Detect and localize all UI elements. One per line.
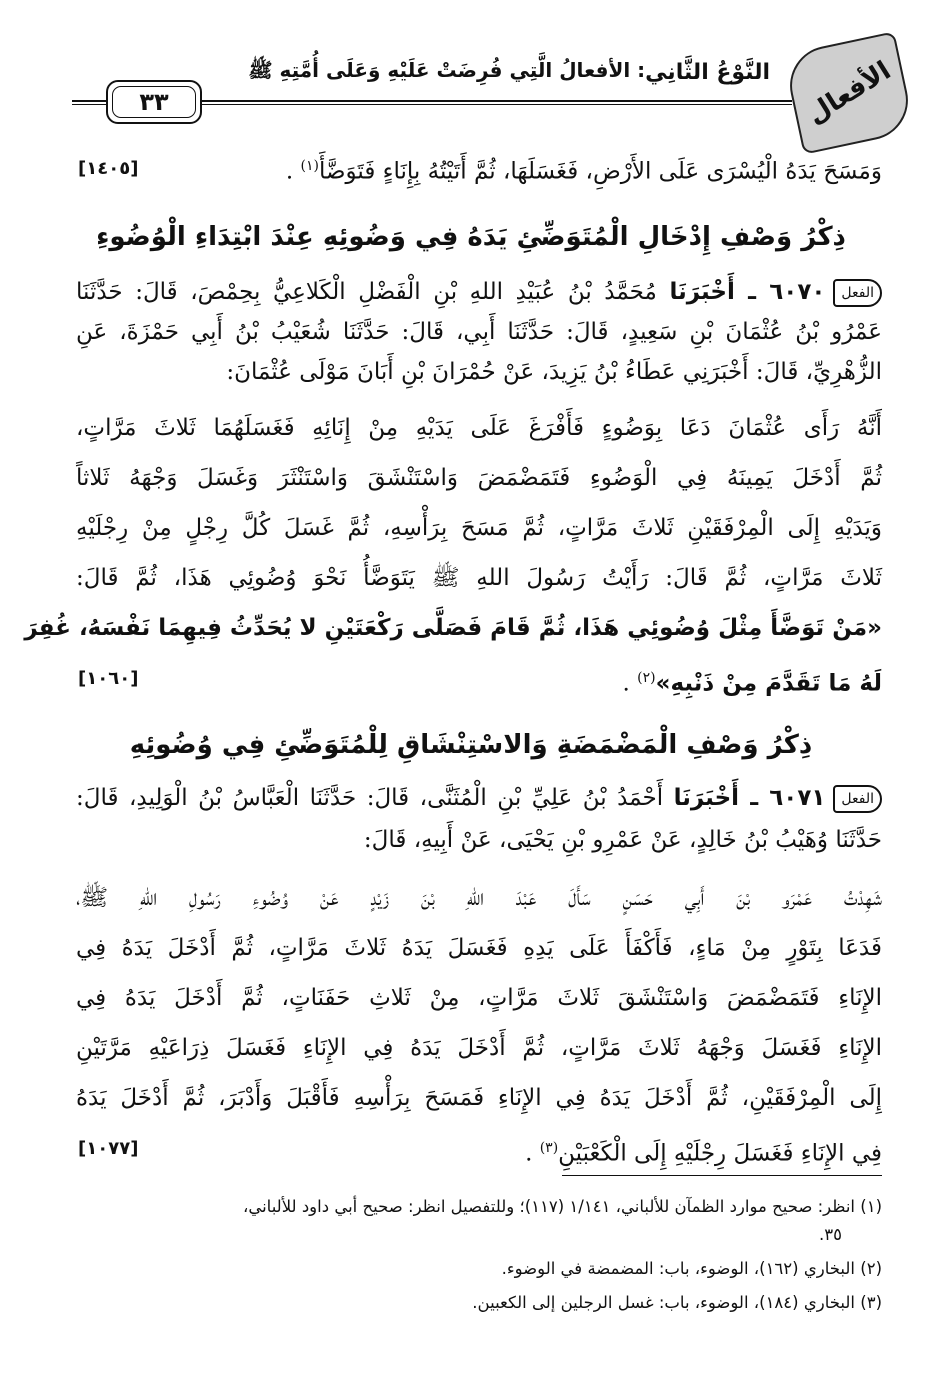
isnad-line: حَدَّثَنَا وُهَيْبُ بْنُ خَالِدٍ، عَنْ عَمْرِو بْنِ يَحْيَى، عَنْ أَبِيهِ، قَالَ: [363,827,882,853]
matn-line: الإِنَاءِ فَغَسَلَ وَجْهَهُ ثَلاثَ مَرَّاتٍ، ثُمَّ أَدْخَلَ يَدَهُ فِي الإِنَاءِ فَغَسَلَ ذِرَاعَيْهِ مَرَّتَيْنِ [76,1035,882,1061]
hadith-reference: [١٤٠٥] [78,158,139,179]
fil-tag: الفعل [833,785,882,813]
hadith-reference: [١٠٦٠] [78,668,139,689]
matn-line: فَدَعَا بِتَوْرٍ مِنْ مَاءٍ، فَأَكْفَأَ عَلَى يَدِهِ فَغَسَلَ يَدَهُ ثَلاثَ مَرَّاتٍ، ثُمَّ أَدْخَلَ يَدَهُ فِي [76,935,882,961]
matn-line: أَنَّهُ رَأَى عُثْمَانَ دَعَا بِوَضُوءٍ فَأَفْرَغَ عَلَى يَدَيْهِ مِنْ إِنَائِهِ فَغَسَلَهُمَا ثَلاثَ مَرَّاتٍ، [76,415,882,441]
footnote-marker: (٢) [637,670,656,686]
footnote-rule [562,1175,882,1176]
isnad-line: الزُّهْرِيِّ، قَالَ: أَخْبَرَنِي عَطَاءُ بْنُ يَزِيدَ، عَنْ حُمْرَانَ بْنِ أَبَانَ مَوْلَى عُثْمَانَ: [226,359,882,385]
matn-line: شَهِدْتُ عَمْرَو بْنَ أَبِي حَسَنٍ سَأَلَ عَبْدَ اللهِ بْنَ زَيْدٍ عَنْ وُضُوءِ رَسُولِ اللهِ ﷺ، [76,885,882,911]
footnote [76,1194,882,1220]
hadith-number: ٦٠٧١ ـ أَخْبَرَنَا [673,785,826,811]
chapter-badge [783,31,916,154]
footnote-marker: (١) [300,158,320,174]
matn-line: الإِنَاءِ فَتَمَضْمَضَ وَاسْتَنْشَقَ ثَلاثَ مَرَّاتٍ، مِنْ ثَلاثِ حَفَنَاتٍ، ثُمَّ أَدْخَلَ يَدَهُ فِي [76,985,882,1011]
matn-text: لَهُ مَا تَقَدَّمَ مِنْ ذَنْبِهِ» [655,670,882,697]
header-kind: النَّوْعُ الثَّانِي [645,59,770,85]
isnad-text: مُحَمَّدُ بْنُ عُبَيْدِ اللهِ بْنِ الْفَضْلِ الْكَلاعِيُّ بِحِمْصَ، قَالَ: حَدَّثَنَا [76,279,657,305]
fil-tag: الفعل [833,279,882,307]
matn-line: ثَلاثَ مَرَّاتٍ، ثُمَّ قَالَ: رَأَيْتُ رَسُولَ اللهِ ﷺ يَتَوَضَّأُ نَحْوَ وُضُوئِي هَذَا، ثُمَّ قَالَ: [76,565,882,591]
matn-line: وَيَدَيْهِ إِلَى الْمِرْفَقَيْنِ ثَلاثَ مَرَّاتٍ، ثُمَّ مَسَحَ بِرَأْسِهِ، ثُمَّ غَسَلَ كُلَّ رِجْلٍ مِنْ رِجْلَيْهِ [76,515,882,541]
hadith-reference: [١٠٧٧] [78,1138,139,1159]
running-header [210,52,770,92]
isnad-line: عَمْرُو بْنُ عُثْمَانَ بْنِ سَعِيدٍ، قَالَ: حَدَّثَنَا أَبِي، قَالَ: حَدَّثَنَا شُعَيْبُ بْنُ أَبِي حَمْزَةَ، عَنِ [76,319,882,345]
section-heading: ذِكْرُ وَصْفِ الْمَضْمَضَةِ وَالاسْتِنْشَاقِ لِلْمُتَوَضِّئِ فِي وُضُوئِهِ [129,730,813,760]
footnote-marker: (٣) [539,1140,559,1156]
isnad-text: أَحْمَدُ بْنُ عَلِيِّ بْنِ الْمُثَنَّى، قَالَ: حَدَّثَنَا الْعَبَّاسُ بْنُ الْوَلِيدِ، قَالَ: [76,785,664,811]
chapter-badge-label: الأفعال [801,55,897,131]
isnad-line [76,778,882,818]
footnote-number: (١) [860,1197,882,1216]
header-title: : الأفعالُ الَّتِي فُرِضَتْ عَلَيْهِ وَعَلَى أُمَّتِهِ ﷺ [248,57,646,82]
matn-line: لَهُ مَا تَقَدَّمَ مِنْ ذَنْبِهِ»$^{(٢)}$ . [622,670,882,697]
footnote [76,1290,882,1316]
footnote-number: (٣) [860,1293,882,1312]
footnote-text: انظر: صحيح موارد الظمآن للألباني، ١/١٤١ (١١٧)؛ وللتفصيل انظر: صحيح أبي داود للألباني، [243,1197,855,1216]
footnote-number: (٢) [860,1259,882,1278]
intro-line: وَمَسَحَ يَدَهُ الْيُسْرَى عَلَى الأَرْضِ، فَغَسَلَهَا، ثُمَّ أَتَيْتُهُ بِإِنَاءٍ فَتَوَضَّأَ$^{(١)}$ . [285,158,882,185]
isnad-line [76,272,882,312]
section-heading: ذِكْرُ وَصْفِ إِدْخَالِ الْمُتَوَضِّئِ يَدَهُ فِي وَضُوئِهِ عِنْدَ ابْتِدَاءِ الْوُضُوءِ [96,222,846,252]
matn-line: ثُمَّ أَدْخَلَ يَمِينَهُ فِي الْوَضُوءِ فَتَمَضْمَضَ وَاسْتَنْشَقَ وَاسْتَنْثَرَ وَغَسَلَ وَجْهَهُ ثَلاثاً [76,465,882,491]
matn-line: «مَنْ تَوَضَّأَ مِثْلَ وُضُوئِي هَذَا، ثُمَّ قَامَ فَصَلَّى رَكْعَتَيْنِ لا يُحَدِّثُ فِيهِمَا نَفْسَهُ، غُفِرَ [24,615,882,641]
page-number [106,80,202,124]
hadith-number: ٦٠٧٠ ـ أَخْبَرَنَا [669,279,826,305]
page-number-text: ٣٣ [139,88,169,116]
matn-line: فِي الإِنَاءِ فَغَسَلَ رِجْلَيْهِ إِلَى الْكَعْبَيْنِ$^{(٣)}$ . [525,1140,882,1167]
footnote-text: البخاري (١٦٢)، الوضوء، باب: المضمضة في الوضوء. [501,1259,855,1278]
matn-text: فِي الإِنَاءِ فَغَسَلَ رِجْلَيْهِ إِلَى الْكَعْبَيْنِ [558,1140,882,1167]
intro-text: وَمَسَحَ يَدَهُ الْيُسْرَى عَلَى الأَرْضِ، فَغَسَلَهَا، ثُمَّ أَتَيْتُهُ بِإِنَاءٍ فَتَوَضَّأَ [319,158,882,185]
footnote-text: البخاري (١٨٤)، الوضوء، باب: غسل الرجلين إلى الكعبين. [472,1293,855,1312]
footnote [76,1256,882,1282]
footnote-continuation: ٣٥. [819,1225,842,1244]
matn-line: إِلَى الْمِرْفَقَيْنِ، ثُمَّ أَدْخَلَ يَدَهُ فِي الإِنَاءِ فَمَسَحَ بِرَأْسِهِ فَأَقْبَلَ وَأَدْبَرَ، ثُمَّ أَدْخَلَ يَدَهُ [76,1085,882,1111]
